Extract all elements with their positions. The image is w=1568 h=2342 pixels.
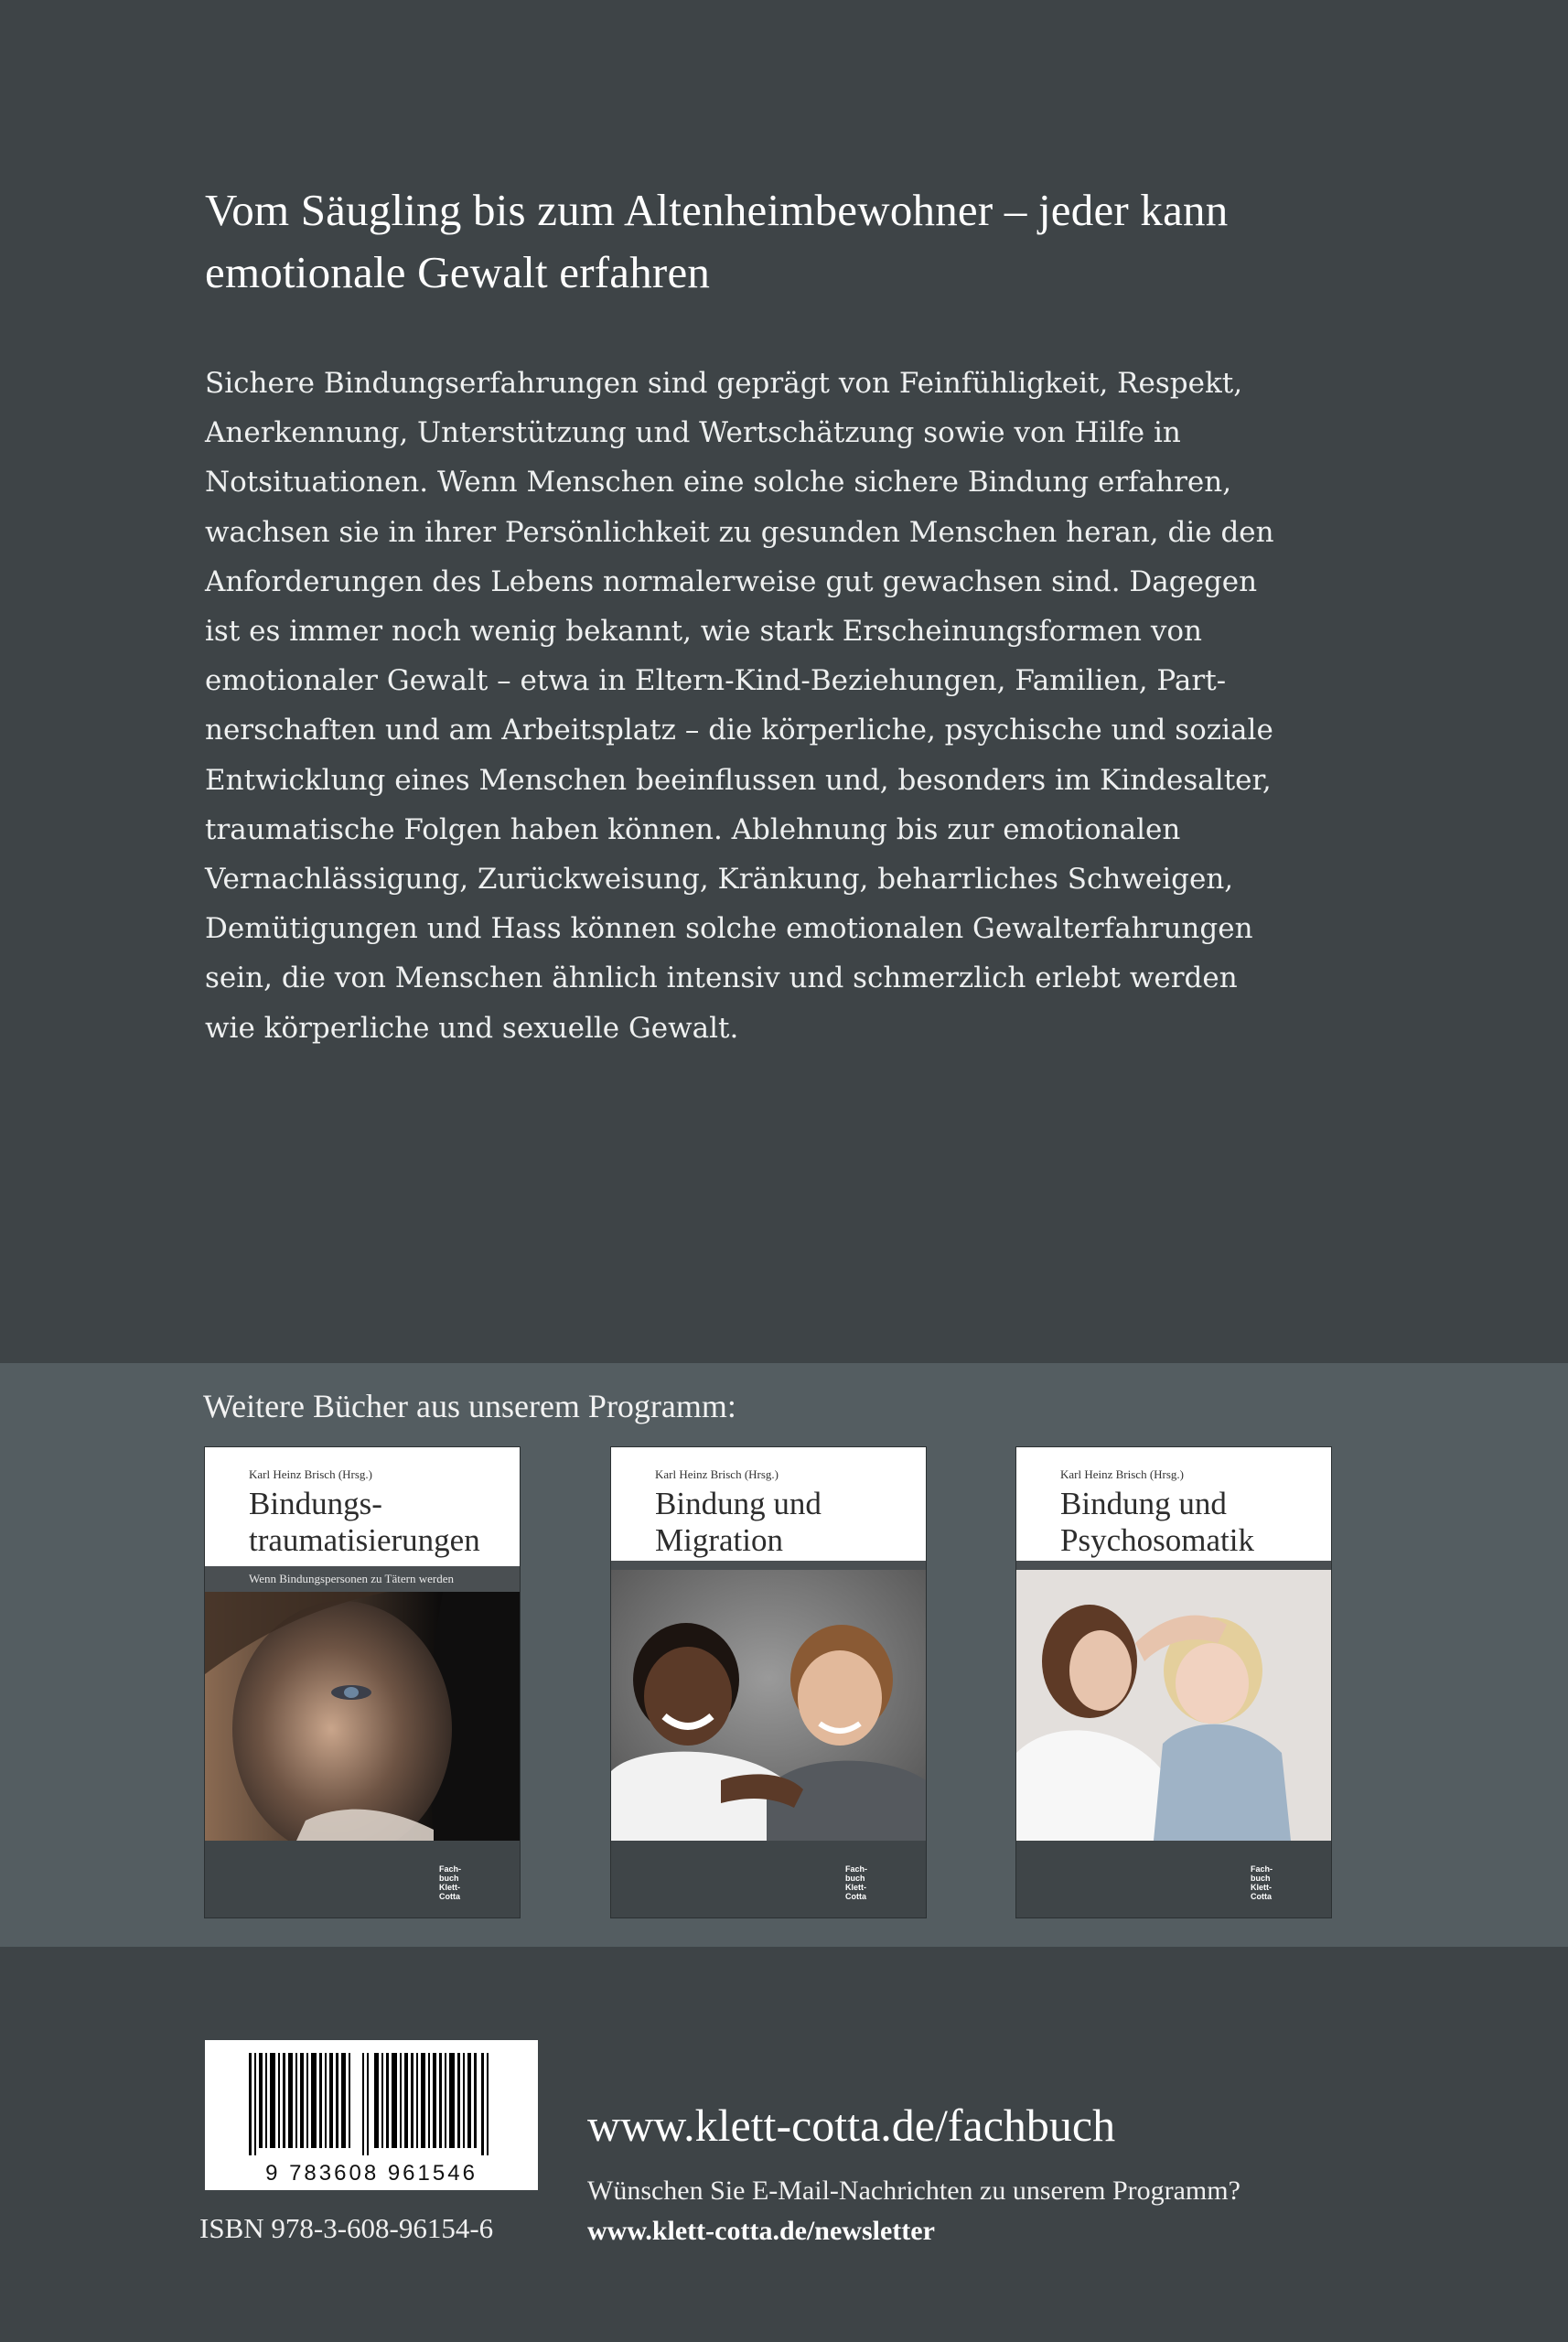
book-subtitle-bar xyxy=(1016,1561,1331,1570)
publisher-logo: Fach- buch Klett-Cotta xyxy=(845,1864,868,1901)
blurb-line: Anerkennung, Unterstützung und Wertschätzung sowie von Hilfe in xyxy=(205,416,1181,450)
blurb-line: Sichere Bindungserfahrungen sind geprägt von Feinfühligkeit, Respekt, xyxy=(205,367,1243,400)
blurb-line: emotionaler Gewalt – etwa in Eltern-Kind-Beziehungen, Familien, Part- xyxy=(205,664,1227,698)
website-link[interactable]: www.klett-cotta.de/fachbuch xyxy=(587,2100,1116,2151)
book-photo-two-boys xyxy=(611,1570,926,1841)
book-footer xyxy=(205,1841,520,1918)
publisher-logo: Fach- buch Klett-Cotta xyxy=(1251,1864,1273,1901)
blurb-line: ist es immer noch wenig bekannt, wie stark Erscheinungsformen von xyxy=(205,615,1202,649)
book-title xyxy=(1060,1486,1326,1559)
blurb-line: wie körperliche und sexuelle Gewalt. xyxy=(205,1011,739,1045)
blurb-line: sein, die von Menschen ähnlich intensiv und schmerzlich erlebt werden xyxy=(205,962,1238,995)
book-cover-bindung-und-psychosomatik[interactable] xyxy=(1016,1447,1331,1918)
blurb-line: Anforderungen des Lebens normalerweise gut gewachsen sind. Dagegen xyxy=(205,564,1258,598)
book-photo-doctor-and-child xyxy=(1016,1570,1331,1841)
headline-line-2: emotionale Gewalt erfahren xyxy=(205,247,711,297)
publisher-logo: Fach- buch Klett-Cotta xyxy=(439,1864,462,1901)
book-title-line: Bindung und xyxy=(655,1486,822,1521)
barcode-digits: 9 783608 961546 xyxy=(265,2161,478,2186)
blurb-line: Entwicklung eines Menschen beeinflussen und, besonders im Kindesalter, xyxy=(205,763,1272,797)
book-title-line: Psychosomatik xyxy=(1060,1522,1254,1558)
book-footer xyxy=(611,1841,926,1918)
book-title-line: traumatisierungen xyxy=(249,1522,480,1558)
book-title xyxy=(655,1486,920,1559)
blurb-line: Notsituationen. Wenn Menschen eine solche sichere Bindung erfahren, xyxy=(205,466,1232,500)
book-title-line: Bindung und xyxy=(1060,1486,1227,1521)
blurb-line: Vernachlässigung, Zurückweisung, Kränkung, beharrliches Schweigen, xyxy=(205,863,1234,897)
book-subtitle: Wenn Bindungspersonen zu Tätern werden xyxy=(249,1572,454,1585)
book-author: Karl Heinz Brisch (Hrsg.) xyxy=(1060,1467,1185,1481)
blurb-text xyxy=(205,359,1394,1053)
newsletter-link[interactable]: www.klett-cotta.de/newsletter xyxy=(587,2216,935,2246)
book-author: Karl Heinz Brisch (Hrsg.) xyxy=(655,1467,779,1481)
book-title-line: Migration xyxy=(655,1522,783,1558)
book-cover-bindung-und-migration[interactable] xyxy=(611,1447,926,1918)
isbn-number: ISBN 978-3-608-96154-6 xyxy=(199,2212,494,2244)
book-subtitle-bar xyxy=(611,1561,926,1570)
blurb-line: traumatische Folgen haben können. Ablehnung bis zur emotionalen xyxy=(205,812,1181,846)
isbn-barcode xyxy=(205,2040,538,2190)
book-subtitle-bar xyxy=(205,1566,520,1592)
book-title-line: Bindungs- xyxy=(249,1486,382,1521)
headline xyxy=(205,179,1431,304)
book-author: Karl Heinz Brisch (Hrsg.) xyxy=(249,1467,373,1481)
book-photo-sad-child xyxy=(205,1592,520,1841)
blurb-line: nerschaften und am Arbeitsplatz – die körperliche, psychische und soziale xyxy=(205,714,1273,747)
book-title xyxy=(249,1486,514,1559)
blurb-line: wachsen sie in ihrer Persönlichkeit zu gesunden Menschen heran, die den xyxy=(205,515,1274,549)
book-cover-bindungstraumatisierungen[interactable] xyxy=(205,1447,520,1918)
newsletter-question: Wünschen Sie E-Mail-Nachrichten zu unserem Programm? xyxy=(587,2175,1240,2206)
book-footer xyxy=(1016,1841,1331,1918)
headline-line-1: Vom Säugling bis zum Altenheimbewohner – jeder kann xyxy=(205,185,1229,235)
blurb-line: Demütigungen und Hass können solche emotionalen Gewalterfahrungen xyxy=(205,912,1253,946)
program-title: Weitere Bücher aus unserem Programm: xyxy=(203,1388,736,1424)
